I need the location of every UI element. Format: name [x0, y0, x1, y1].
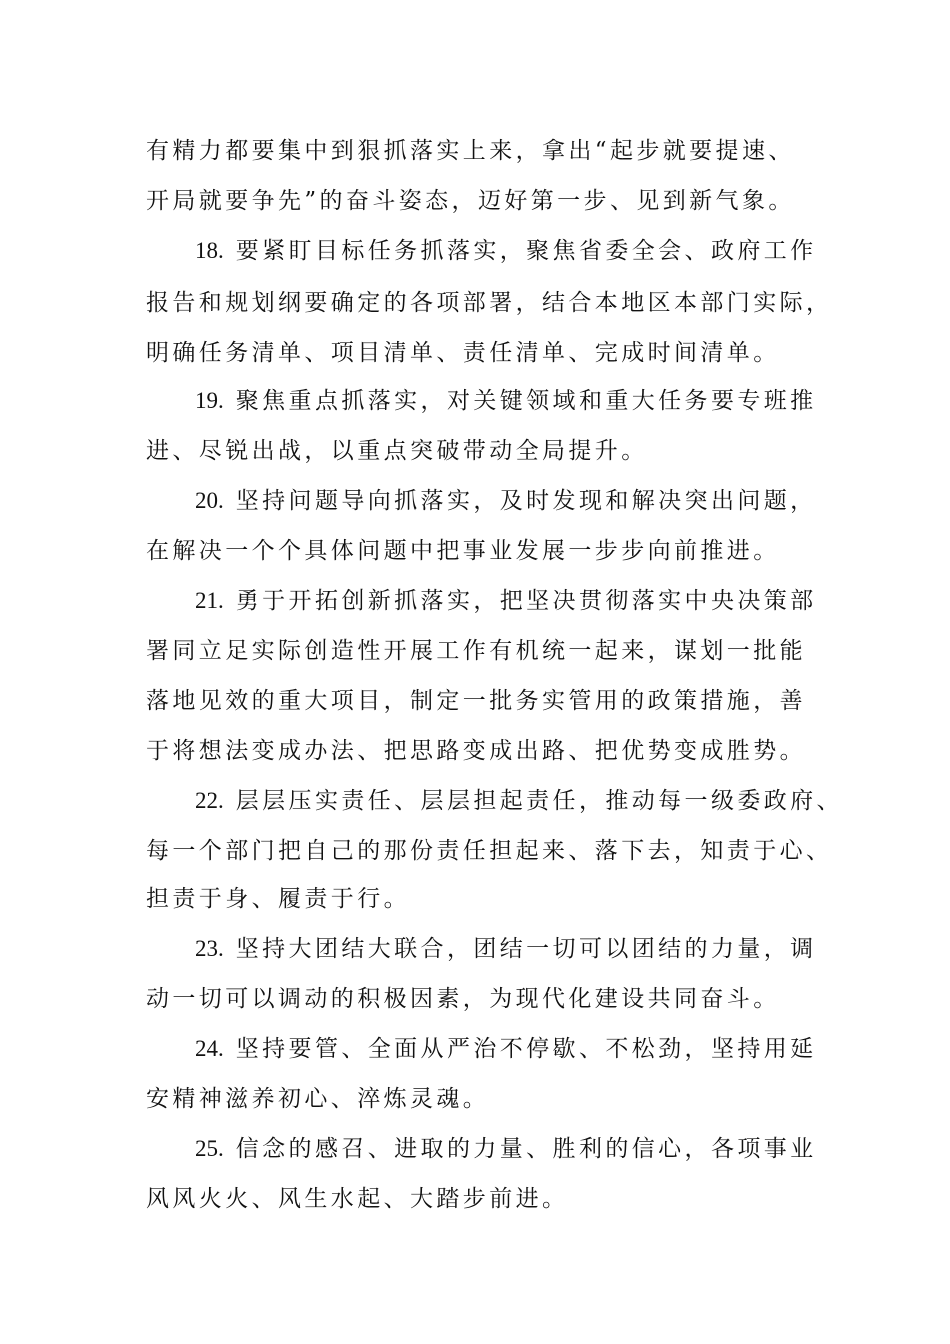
numbered-item-23 [195, 934, 817, 964]
line-text: 风风火火、风生水起、大踏步前进。 [146, 1186, 569, 1212]
line-text: 署同立足实际创造性开展工作有机统一起来，谋划一批能 [146, 638, 806, 664]
line-text: 信念的感召、进取的力量、胜利的信心，各项事业 [235, 1136, 817, 1162]
text-line [146, 186, 795, 216]
text-line [146, 884, 410, 914]
item-number: 21. [195, 588, 224, 613]
line-text: 要紧盯目标任务抓落实，聚焦省委全会、政府工作 [235, 238, 817, 264]
item-number: 22. [195, 788, 224, 813]
text-line [146, 536, 780, 566]
line-text: 落地见效的重大项目，制定一批务实管用的政策措施，善 [146, 688, 806, 714]
line-text: 明确任务清单、项目清单、责任清单、完成时间清单。 [146, 340, 780, 366]
text-line [146, 338, 780, 368]
numbered-item-24 [195, 1034, 817, 1064]
text-line [146, 736, 806, 766]
item-number: 20. [195, 488, 224, 513]
line-text: 层层压实责任、层层担起责任，推动每一级委政府、 [235, 788, 843, 814]
line-text: 坚持大团结大联合，团结一切可以团结的力量，调 [235, 936, 817, 962]
text-line [146, 288, 832, 318]
numbered-item-25 [195, 1134, 817, 1164]
line-text: 坚持问题导向抓落实，及时发现和解决突出问题， [235, 488, 817, 514]
text-line [146, 1084, 489, 1114]
line-text: 报告和规划纲要确定的各项部署，结合本地区本部门实际， [146, 290, 833, 316]
line-text: 开局就要争先”的奋斗姿态，迈好第一步、见到新气象。 [146, 188, 795, 214]
item-number: 24. [195, 1036, 224, 1061]
numbered-item-20 [195, 486, 817, 516]
line-text: 在解决一个个具体问题中把事业发展一步步向前推进。 [146, 538, 780, 564]
line-text: 动一切可以调动的积极因素，为现代化建设共同奋斗。 [146, 986, 780, 1012]
numbered-item-19 [195, 386, 817, 416]
line-text: 安精神滋养初心、淬炼灵魂。 [146, 1086, 490, 1112]
line-text: 聚焦重点抓落实，对关键领域和重大任务要专班推 [235, 388, 817, 414]
line-text: 勇于开拓创新抓落实，把坚决贯彻落实中央决策部 [235, 588, 817, 614]
text-line [146, 436, 648, 466]
item-number: 19. [195, 388, 224, 413]
text-line [146, 636, 806, 666]
line-text: 坚持要管、全面从严治不停歇、不松劲，坚持用延 [235, 1036, 817, 1062]
line-text: 有精力都要集中到狠抓落实上来，拿出“起步就要提速、 [146, 138, 795, 164]
item-number: 18. [195, 238, 224, 263]
line-text: 于将想法变成办法、把思路变成出路、把优势变成胜势。 [146, 738, 806, 764]
line-text: 每一个部门把自己的那份责任担起来、落下去，知责于心、 [146, 838, 833, 864]
text-line [146, 686, 806, 716]
numbered-item-18 [195, 236, 817, 266]
line-text: 担责于身、履责于行。 [146, 886, 410, 912]
numbered-item-22 [195, 786, 843, 816]
text-line [146, 136, 795, 166]
line-text: 进、尽锐出战，以重点突破带动全局提升。 [146, 438, 648, 464]
item-number: 25. [195, 1136, 224, 1161]
text-line [146, 984, 780, 1014]
numbered-item-21 [195, 586, 817, 616]
text-line [146, 836, 832, 866]
item-number: 23. [195, 936, 224, 961]
text-line [146, 1184, 568, 1214]
